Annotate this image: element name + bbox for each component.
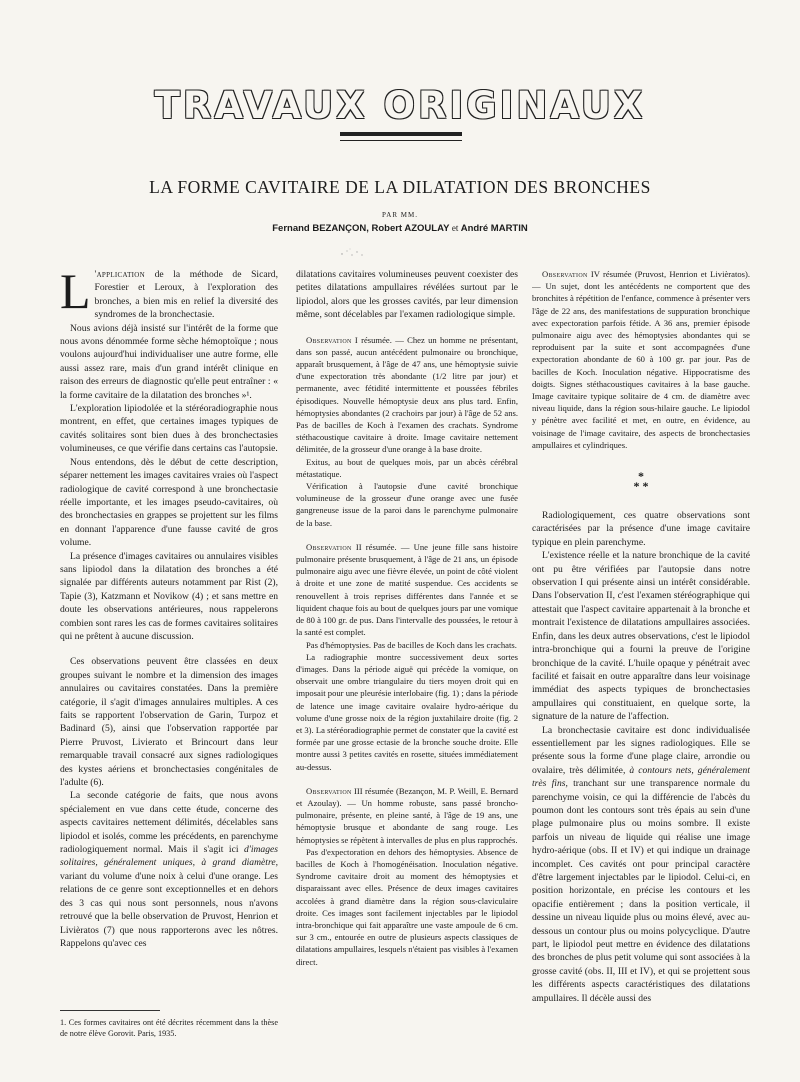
paragraph: Nous avions déjà insisté sur l'intérêt de la forme que nous avons dénommée forme sèche hémoptoïque ; nous voulons aujourd'hui individualiser une autre forme, elle aussi assez rare, mais d'un grand intérêt clinique en raison des erreurs de diagnostic qu'elle peut entraîner : « la forme cavitaire de la dilatation des bronches »¹. (60, 322, 278, 401)
footnote: 1. Ces formes cavitaires ont été décrites récemment dans la thèse de notre élève Gorovit. Paris, 1935. (60, 1018, 278, 1038)
observation-text: II résumée. — Une jeune fille sans histoire pulmonaire présente brusquement, à l'âge de 21 ans, un épisode pulmonaire aigu avec une fièvre élevée, un point de côté violent à droite et une zone de matité suspendue. Ces accidents se renouvellent à trois reprises différentes dans l'année et se liquident chaque fois au bout de quelques jours par une vomique de 80 à 100 gr. de pus. Dans l'intervalle des poussées, le retour à la santé est complet. (296, 541, 518, 638)
author-1: Fernand BEZANÇON, (272, 223, 369, 234)
column-3 (532, 268, 750, 1066)
paragraph-text: variant du volume d'une noix à celui d'une orange. Les relations de ce genre sont exceptionnelles et en dehors des 3 cas qui nous sont personnels, nous n'avons retrouvé que la belle observation de Pruvost, Henrion et Livièratos (7) que nous rapporterons avec les nôtres. Rappelons qu'avec ces (60, 870, 278, 949)
asterism-top: * (638, 469, 644, 484)
observation-label: Observation (306, 541, 352, 552)
paragraph: La radiographie montre successivement deux sortes d'images. Dans la période aiguë qui précède la vomique, on observait une ombre triangulaire du tiers moyen droit qui en imposait pour une pleurésie interlobaire (fig. 1) ; dans la période de latence une image cavitaire ovalaire hydro-aérique du volume d'une grosse noix de la région juxtahilaire droite (fig. 2 et 3). La stéréoradiographie permet de constater que la cavité est formée par une grosse ectasie de la bronche souche droite. Elle montre aussi 3 petites cavités en rosette, situées immédiatement au-dessus. (296, 651, 518, 772)
footnote-rule (60, 1010, 160, 1011)
ornament-icon (338, 246, 368, 260)
observation-label: Observation (306, 334, 352, 345)
paragraph-text: tranchant sur une transparence normale du parenchyme voisin, ce qui la différencie de l'abcès du poumon dont les contours sont très épais au sein d'une plage pulmonaire plus ou moins sombre. Il existe parfois un niveau de liquide qui réalise une image hydro-aérique (obs. II et IV) et qui indique un drainage incomplet. Ces cavités ont pour principal caractère d'être largement injectables par le lipiodol. Celui-ci, en position horizontale, en précise les contours et les opacifie entièrement ; dans la position verticale, il dessine un niveau liquide plus ou moins élevé, avec au-dessous un contour plus ou moins polycyclique. D'autre part, le lipiodol peut mettre en évidence des dilatations des bronches de plus petit volume qui sont associées à la grosse cavité (obs. II, III et IV), et qui se projettent sous les différents aspects caractéristiques des dilatations ampullaires. Il décèle aussi des (532, 778, 750, 1004)
paragraph: L'exploration lipiodolée et la stéréoradiographie nous montrent, en effet, que certaines images typiques de cavités solitaires sont bien dues à des bronchectasies volumineuses, ce que vérifie dans certains cas l'autopsie. (60, 403, 278, 455)
paragraph: Exitus, au bout de quelques mois, par un abcès cérébral métastatique. (296, 456, 518, 479)
paragraph-italic: d'images solitaires, généralement uniques, à grand diamètre, (60, 844, 278, 869)
paragraph (60, 789, 278, 950)
observation-label: Observation (306, 785, 352, 796)
intro-paragraph (60, 268, 278, 322)
observation-label: Observation (542, 269, 588, 279)
author-2: Robert AZOULAY (371, 223, 450, 234)
intro-smallcaps: 'application (94, 269, 145, 280)
authors-line (0, 223, 800, 234)
section-header: TRAVAUX ORIGINAUX (154, 84, 646, 127)
asterism-bottom: * * (633, 479, 649, 494)
by-line: PAR MM. (382, 211, 418, 219)
paragraph: L'existence réelle et la nature bronchique de la cavité ont pu être vérifiées par l'autopsie dans notre observation I qui présente ainsi un intérêt considérable. Dans l'observation II, c'est l'examen stéréographique qui attestait que l'aspect cavitaire appartenait à la bronche et montrait l'existence de dilatations ampullaires associées. Enfin, dans les deux autres observations, c'est le lipiodol intra-bronchique qui a fourni la preuve de l'origine bronchique de la cavité. L'huile opaque y pénétrait avec facilité et faisait en outre apparaître dans leur voisinage immédiat des aspects typiques de bronchectasies ampullaires qui constituaient, en quelque sorte, la signature de la nature de l'affection. (532, 550, 750, 723)
paragraph: Pas d'expectoration en dehors des hémoptysies. Absence de bacilles de Koch à l'homogénéisation. Inoculation négative. Syndrome cavitaire droit au moment des hémoptysies et disparaissant avec elles. Présence de deux images cavitaires accolées à grand diamètre dans la région sous-claviculaire droite. Ces images sont facilement injectables par le lipiodol intra-bronchique qui fait apparaître une vaste ampoule de 6 cm. sur 3 cm., entourée en outre de plusieurs aspects classiques de dilatations ampullaires, lesquels n'étaient pas visibles à l'examen direct. (296, 846, 518, 967)
paragraph: Ces observations peuvent être classées en deux groupes suivant le nombre et la dimension des images annulaires ou cavitaires constatées. Dans la première catégorie, il s'agit d'images annulaires multiples. A ces faits se rapportent l'observation de Garin, Turpoz et Badinard (5), ainsi que l'observation rapportée par Pierre Pruvost, Livierato et Brincourt dans leur remarquable travail consacré aux signes radiologiques des kystes aériens et bronchectasies congénitales de l'adulte (6). (60, 656, 278, 789)
paragraph: dilatations cavitaires volumineuses peuvent coexister des petites dilatations ampullaires révélées surtout par le lipiodol, alors que les grosses cavités, par leur dimension même, sont décelables par l'examen radiologique simple. (296, 269, 518, 321)
paragraph (532, 724, 750, 1006)
paragraph: Pas d'hémoptysies. Pas de bacilles de Koch dans les crachats. (306, 639, 517, 650)
paragraph: Radiologiquement, ces quatre observations sont caractérisées par la présence d'une image cavitaire typique en plein parenchyme. (532, 510, 750, 548)
intro-text: de la méthode de Sicard, Forestier et Leroux, à l'exploration des bronches, a bien mis en relief la diversité des syndromes de la bronchectasie. (94, 269, 278, 321)
paragraph-text: La seconde catégorie de faits, que nous avons spécialement en vue dans cette étude, concerne des aspects cavitaires nettement délimités, décelables sans lipiodol et isolés, comme les précédents, en parenchyme radiologiquement normal. Mais il s'agit ici (60, 790, 278, 856)
section-separator (532, 469, 750, 494)
drop-cap: L (60, 268, 91, 319)
observation-3 (296, 785, 518, 846)
author-3: André MARTIN (460, 223, 528, 234)
column-1 (60, 268, 278, 1001)
observation-text: I résumée. — Chez un homme ne présentant, dans son passé, aucun antécédent pulmonaire ou bronchique, apparaît brusquement, à l'âge de 47 ans, une hémoptysie suivie d'une expectoration très abondante (1/2 litre par jour) et permanente, avec fétidité intermittente et poussées fébriles épisodiques. Nouvelle hémoptysie deux ans plus tard. Enfin, hémoptysies abondantes (2 crachoirs par jour) à l'âge de 52 ans. Pas de bacilles de Koch à l'examen des crachats. Syndrome stéthacoustique cavitaire à droite. Image cavitaire nettement délimitée, de la grosseur d'une orange à la base droite. (296, 334, 518, 455)
paragraph-italic: à contours nets, généralement très fins, (532, 764, 750, 790)
observation-2 (296, 541, 518, 639)
column-2 (296, 268, 518, 1066)
observation-text: IV résumée (Pruvost, Henrion et Livièratos). — Un sujet, dont les antécédents ne comportent que des bronchites à répétition de l'enfance, commence à présenter vers l'âge de 22 ans, des manifestations de suppuration bronchique avec expectoration parfois fétide. A 36 ans, premier épisode pulmonaire aigu avec des hémoptysies abondantes qui se reproduisent par la suite et sont accompagnées d'une expectoration abondante de 60 à 100 gr. par jour. Pas de bacilles de Koch. Inoculation négative. Hippocratisme des doigts. Signes stéthacoustiques cavitaires à la base gauche. Image cavitaire typique solitaire de 4 cm. de diamètre avec niveau liquide, dans la région sous-hilaire gauche. Le lipiodol y pénètre avec facilité et met, en outre, en évidence, au voisinage de l'image cavitaire, des aspects de bronchectasies ampullaires et cylindriques. (532, 269, 750, 450)
paragraph-text: La bronchectasie cavitaire est donc individualisée essentiellement par les signes radiologiques. Elle se présente sous la forme d'une plage claire, arrondie ou ovalaire, très délimitée, (532, 724, 750, 776)
observation-1 (296, 334, 518, 456)
paragraph: Vérification à l'autopsie d'une cavité bronchique volumineuse de la grosseur d'une orange avec une fusée gangreneuse issue de la paroi dans le parenchyme pulmonaire de la base. (296, 481, 518, 528)
observation-4 (532, 268, 750, 451)
observation-text: III résumée (Bezançon, M. P. Weill, E. Bernard et Azoulay). — Un homme robuste, sans passé broncho-pulmonaire, présente, en pleine santé, à l'âge de 19 ans, une hémoptysie brusque et abondante de sang rouge. Les hémoptysies se répètent à intervalles de plus en plus rapprochés. (296, 785, 518, 845)
header-rule-thick (340, 132, 462, 136)
author-conjunction: et (451, 223, 459, 233)
paragraph: Nous entendons, dès le début de cette description, séparer nettement les images cavitaires vraies où l'aspect radiologique de cavité correspond à une bronchectasie réelle importante, et les images pseudo-cavitaires, où des bronchectasies en grappes se projettent sur les films en donnant l'apparence d'une fausse cavité de gros volume. (60, 456, 278, 549)
paragraph: La présence d'images cavitaires ou annulaires visibles sans lipiodol dans la dilatation des bronches a été signalée par différents auteurs notamment par Rist (2), Tapie (3), Katzmann et Novikow (4) ; et sans mettre en doute les observations antérieures, nous rappelerons combien sont rares les cas de formes cavitaires solitaires qui ne prêtent à aucune discussion. (60, 550, 278, 642)
header-rule-thin (340, 140, 462, 141)
article-title: LA FORME CAVITAIRE DE LA DILATATION DES BRONCHES (149, 177, 651, 197)
